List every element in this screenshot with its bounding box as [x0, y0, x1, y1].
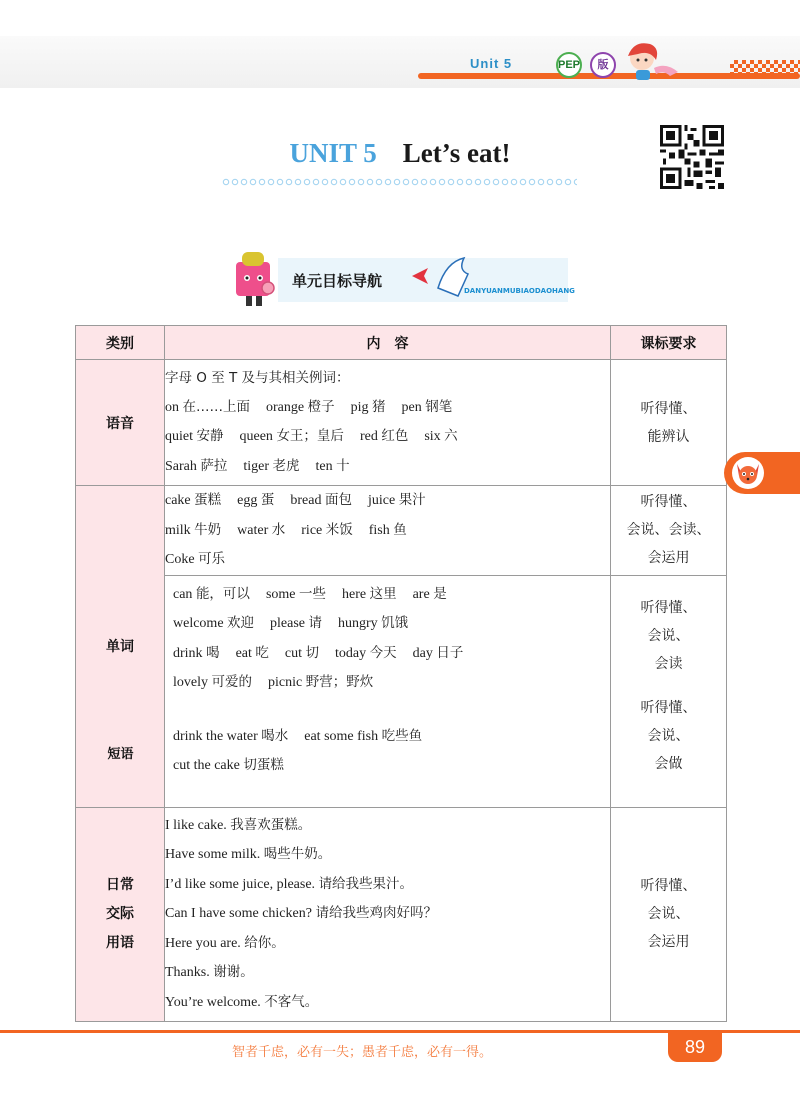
header-band [0, 36, 800, 88]
sentence-english: Can I have some chicken? [165, 906, 316, 922]
table-row-language [76, 360, 727, 486]
vocab-item [237, 523, 285, 538]
vocab-item [243, 459, 299, 474]
footer-proverb: 智者千虑，必有一失；愚者千虑，必有一得。 [232, 1045, 493, 1060]
vocab-line [165, 516, 610, 546]
vocab-chinese: 能，可以 [195, 585, 250, 602]
vocab-line [165, 452, 610, 482]
vocab-english: are [412, 586, 434, 602]
vocab-chinese: 六 [444, 428, 458, 444]
vocab-line [173, 668, 610, 698]
vocab-english: hungry [338, 616, 382, 631]
vocab-line [173, 580, 610, 610]
vocab-chinese: 果汁 [398, 492, 426, 508]
vocab-chinese: 猪 [371, 398, 386, 415]
vocab-english: egg [237, 493, 261, 508]
banner-pinyin: DANYUANMUBIAODAOHANG [464, 287, 575, 295]
language-requirement [611, 360, 727, 486]
table-header-row [76, 326, 727, 360]
vocab-item [351, 400, 386, 415]
vocab-english: pig [350, 399, 372, 415]
vocab-item [290, 493, 352, 508]
requirement-line: 会读 [654, 655, 683, 672]
requirement-line: 会运用 [647, 934, 690, 950]
vocab-english: cut the cake [173, 758, 244, 773]
requirement-line: 会说、会读、 [626, 522, 711, 539]
vocab-chinese: 鱼 [393, 521, 407, 538]
vocab-item [266, 400, 335, 415]
requirement-line: 听得懂、 [640, 699, 697, 716]
vocab-english: cake [165, 493, 195, 508]
vocab-english: cut [284, 645, 306, 661]
words-group1-lines [165, 486, 610, 575]
category-language: 语音 [76, 360, 165, 486]
category-daily-line: 用语 [106, 934, 134, 951]
daily-sentence [165, 811, 610, 841]
vocab-chinese: 十 [336, 457, 350, 474]
vocab-line [165, 545, 610, 575]
vocab-english: welcome [173, 616, 228, 631]
vocab-item [368, 493, 426, 508]
language-content [165, 360, 611, 486]
checker-pattern [730, 60, 800, 76]
vocab-chinese: 切蛋糕 [243, 757, 284, 773]
vocab-chinese: 喝 [206, 644, 220, 661]
vocab-item [173, 729, 288, 744]
vocab-english: quiet [165, 429, 197, 444]
vocab-english: picnic [268, 675, 306, 690]
sentence-chinese: 请给我些鸡肉好吗？ [315, 905, 437, 922]
vocab-item [236, 646, 269, 661]
vocab-chinese: 女王；皇后 [276, 428, 344, 444]
vocab-item [316, 459, 350, 474]
vocab-english: today [335, 645, 370, 661]
vocab-item [285, 646, 319, 661]
vocab-english: milk [165, 522, 195, 538]
sentence-english: Have some milk. [165, 847, 264, 863]
category-daily-line: 交际 [106, 905, 134, 922]
vocab-item [165, 400, 250, 415]
vocab-item [165, 429, 224, 444]
requirement-line: 听得懂、 [640, 400, 697, 417]
vocab-english: juice [367, 493, 399, 508]
table-row-words-1 [76, 486, 727, 576]
vocab-item [413, 587, 447, 602]
sentence-chinese: 谢谢。 [213, 964, 254, 981]
vocab-chinese: 今天 [369, 644, 397, 661]
vocab-chinese: 可爱的 [211, 674, 252, 690]
vocab-item [165, 523, 221, 538]
sentence-chinese: 不客气。 [264, 993, 319, 1010]
daily-sentence [165, 958, 610, 988]
daily-sentence [165, 840, 610, 870]
banner-title: 单元目标导航 [292, 272, 383, 290]
vocab-chinese: 钢笔 [425, 398, 453, 415]
vocab-chinese: 饥饿 [381, 615, 409, 631]
vocab-chinese: 一些 [299, 585, 326, 602]
language-intro: 字母 O 至 T 及与其相关例词： [165, 370, 350, 386]
words-group1-requirement [611, 486, 727, 576]
requirement-line: 会运用 [647, 550, 690, 567]
vocab-english: six [424, 429, 445, 444]
vocab-item [360, 429, 408, 444]
vocab-english: drink [173, 645, 207, 661]
vocab-english: pen [401, 399, 426, 415]
vocab-line [173, 609, 610, 639]
vocab-item [173, 758, 284, 773]
requirement-line: 会说、 [647, 627, 690, 644]
title-name: Let’s eat! [402, 138, 511, 168]
vocab-chinese: 吃些鱼 [381, 727, 423, 744]
vocab-chinese: 萨拉 [200, 457, 228, 474]
vocab-chinese: 野营；野炊 [305, 674, 374, 690]
sentence-english: I like cake. [165, 817, 231, 833]
vocab-item [165, 552, 225, 567]
requirement-line: 会说、 [647, 906, 690, 922]
vocab-chinese: 喝水 [261, 727, 289, 744]
vocab-item [342, 587, 397, 602]
vocab-english: day [412, 645, 437, 661]
vocab-english: on [165, 399, 183, 415]
vocab-item [301, 523, 352, 538]
sentence-english: Here you are. [165, 935, 245, 951]
vocab-chinese: 吃 [255, 644, 269, 661]
vocab-chinese: 米饭 [325, 521, 353, 538]
sentence-chinese: 给你。 [244, 934, 285, 951]
sentence-chinese: 请给我些果汁。 [318, 875, 414, 892]
requirement-line: 听得懂、 [640, 599, 697, 616]
phrases-lines [173, 722, 610, 781]
vocab-english: orange [266, 399, 308, 415]
vocab-english: here [342, 586, 370, 602]
requirement-line: 能辨认 [647, 428, 690, 445]
vocab-english: eat [235, 645, 256, 661]
sentence-english: Thanks. [165, 965, 214, 981]
vocab-english: water [237, 522, 272, 538]
vocab-chinese: 欢迎 [227, 615, 255, 631]
header-category: 类别 [76, 326, 165, 360]
header-requirement: 课标要求 [611, 326, 727, 360]
vocab-english: Coke [165, 552, 199, 567]
vocab-item [165, 459, 227, 474]
sentence-chinese: 我喜欢蛋糕。 [230, 816, 312, 833]
vocab-chinese: 请 [308, 615, 323, 631]
vocab-english: lovely [173, 675, 212, 690]
vocab-chinese: 切 [305, 644, 319, 661]
vocab-english: bread [290, 493, 325, 508]
vocab-chinese: 水 [271, 521, 286, 538]
vocab-english: queen [239, 429, 277, 444]
unit-goal-banner [232, 248, 568, 312]
vocab-chinese: 是 [433, 585, 447, 602]
vocab-chinese: 面包 [324, 492, 352, 508]
requirement-line: 听得懂、 [640, 878, 697, 894]
vocab-english: Sarah [165, 458, 201, 474]
vocab-line [173, 722, 610, 752]
vocab-english: tiger [243, 458, 273, 474]
girl-mascot-icon [620, 38, 680, 82]
vocab-chinese: 老虎 [272, 457, 300, 474]
vocab-chinese: 安静 [196, 428, 224, 444]
daily-requirement [611, 807, 727, 1021]
daily-sentence [165, 988, 610, 1018]
vocab-item [270, 616, 322, 631]
vocab-item [413, 646, 464, 661]
vocab-item [173, 646, 220, 661]
header-unit-label: Unit 5 [470, 56, 513, 71]
vocab-chinese: 这里 [369, 585, 397, 602]
vocab-english: eat some fish [304, 728, 382, 744]
vocab-english: rice [301, 522, 326, 538]
vocab-chinese: 日子 [436, 644, 464, 661]
requirement-line: 会做 [654, 755, 683, 772]
vocab-item [240, 429, 344, 444]
vocab-english: please [270, 616, 309, 631]
sentence-english: You’re welcome. [165, 994, 265, 1010]
language-word-lines [165, 393, 610, 482]
vocab-english: red [359, 429, 382, 444]
sentence-english: I’d like some juice, please. [165, 876, 319, 892]
vocab-item [165, 493, 221, 508]
vocab-item [369, 523, 407, 538]
requirement-line: 听得懂、 [640, 494, 697, 511]
sentence-chinese: 喝些牛奶。 [263, 846, 332, 863]
qr-code-icon[interactable] [660, 125, 724, 189]
vocab-chinese: 蛋 [260, 492, 275, 508]
vocab-item [237, 493, 274, 508]
vocab-line [173, 639, 610, 669]
vocab-english: fish [368, 522, 394, 538]
words-group2-content [165, 575, 611, 807]
daily-sentence-lines [165, 811, 610, 1018]
vocab-english: drink the water [173, 728, 262, 744]
vocab-english: ten [315, 458, 337, 474]
vocab-item [338, 616, 408, 631]
words-group2-lines [173, 576, 610, 698]
words-group2-requirement [611, 575, 727, 807]
vocab-line [165, 422, 610, 452]
edition-badge: 版 [590, 52, 616, 78]
category-daily [76, 807, 165, 1021]
vocab-item [304, 729, 422, 744]
table-row-daily [76, 807, 727, 1021]
page-number: 89 [668, 1032, 722, 1062]
pep-badge: PEP [556, 52, 582, 78]
vocab-english: some [265, 586, 299, 602]
unit-goals-table [75, 325, 727, 1022]
vocab-line [165, 393, 610, 423]
table-row-words-2 [76, 575, 727, 807]
vocab-item [173, 675, 252, 690]
fox-mascot-icon [731, 456, 765, 490]
vocab-chinese: 红色 [381, 428, 409, 444]
requirement-line: 会说、 [647, 727, 690, 744]
category-words: 单词 [76, 486, 165, 808]
vocab-chinese: 橙子 [307, 398, 335, 415]
vocab-english: can [173, 586, 196, 602]
vocab-item [173, 616, 254, 631]
category-daily-line: 日常 [106, 876, 134, 893]
vocab-line [165, 486, 610, 516]
title-wave-divider [222, 178, 577, 186]
words-group1-content [165, 486, 611, 576]
vocab-chinese: 在……上面 [182, 398, 250, 415]
vocab-item [335, 646, 397, 661]
daily-sentence [165, 870, 610, 900]
vocab-chinese: 可乐 [198, 551, 226, 567]
vocab-item [424, 429, 457, 444]
vocab-item [266, 587, 326, 602]
vocab-chinese: 蛋糕 [194, 492, 222, 508]
vocab-item [268, 675, 373, 690]
daily-content [165, 807, 611, 1021]
vocab-chinese: 牛奶 [194, 521, 222, 538]
daily-sentence [165, 899, 610, 929]
title-unit: UNIT 5 [289, 138, 377, 168]
category-phrases: 短语 [107, 747, 134, 762]
vocab-item [173, 587, 250, 602]
vocab-item [401, 400, 452, 415]
daily-sentence [165, 929, 610, 959]
vocab-line [173, 751, 610, 781]
header-content: 内 容 [165, 326, 611, 360]
